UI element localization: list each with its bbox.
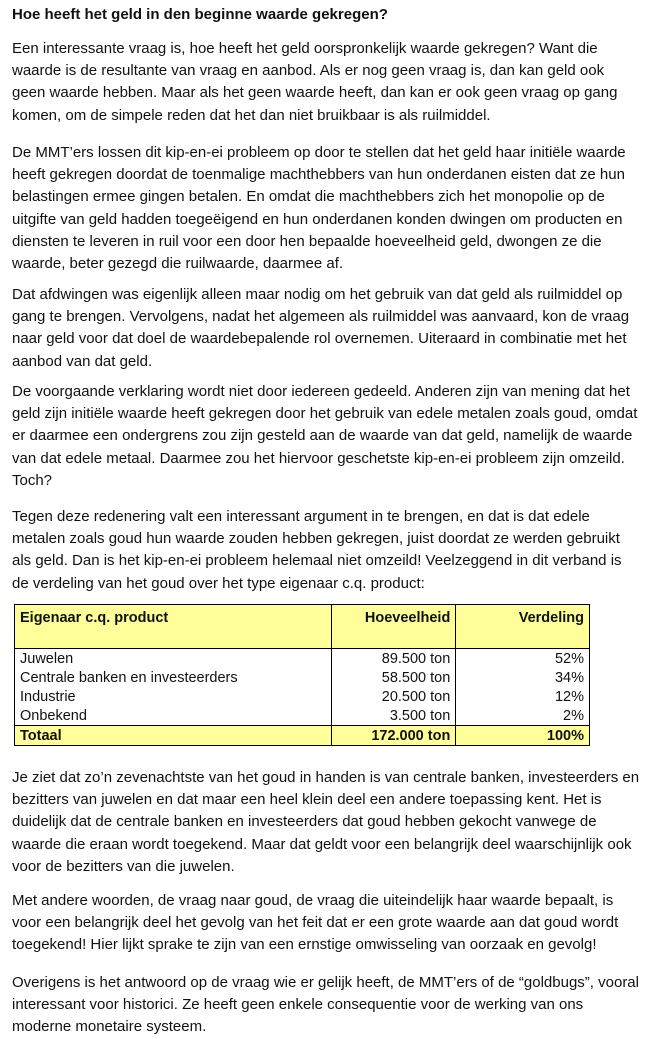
cell-amount: 3.500 ton	[332, 706, 456, 726]
cell-share: 2%	[456, 706, 590, 726]
header-share: Verdeling	[456, 605, 590, 649]
paragraph-intro: Een interessante vraag is, hoe heeft het geld oorspronkelijk waarde gekregen? Want die waarde is de resultante van vraag en aanbod. Als er nog geen vraag is, dan kan geld ook geen waarde hebben. Maar als het geen waarde heeft, dan kan er ook geen vraag op gang komen, om de simpele reden dat het dan niet bruikbaar is als ruilmiddel.	[12, 40, 618, 124]
cell-share: 12%	[456, 687, 590, 706]
cell-share: 52%	[456, 649, 590, 669]
cell-owner: Industrie	[15, 687, 332, 706]
table-total-row	[15, 726, 590, 746]
table-row	[15, 687, 590, 706]
cell-owner: Centrale banken en investeerders	[15, 668, 332, 687]
header-owner: Eigenaar c.q. product	[15, 605, 332, 649]
paragraph-closing: Overigens is het antwoord op de vraag wie er gelijk heeft, de MMT’ers of de “goldbugs”, vooral interessant voor historici. Ze heeft geen enkele consequentie voor de werking van ons moderne monetaire systeem.	[12, 974, 639, 1036]
paragraph-seven-eighths: Je ziet dat zo’n zevenachtste van het goud in handen is van centrale banken, investeerders en bezitters van juwelen en dat maar een heel klein deel een andere toepassing kent. Het is duidelijk dat de centrale banken en investeerders dat goud hebben gekocht vanwege de waarde die eraan wordt toegekend. Maar dat geldt voor een belangrijk deel waarschijnlijk ook voor de bezitters van die juwelen.	[12, 769, 640, 875]
cell-amount: 58.500 ton	[332, 668, 456, 687]
table-row	[15, 649, 590, 669]
table-row	[15, 706, 590, 726]
cell-owner: Onbekend	[15, 706, 332, 726]
table-header-row	[15, 605, 590, 649]
header-amount: Hoeveelheid	[332, 605, 456, 649]
paragraph-enforcement: Dat afdwingen was eigenlijk alleen maar nodig om het gebruik van dat geld als ruilmiddel op gang te brengen. Vervolgens, nadat het algemeen als ruilmiddel was aanvaard, kon de vraag naar geld voor dat doel de waardebepalende rol overnemen. Uiteraard in combinatie met het aanbod van dat geld.	[12, 286, 630, 370]
paragraph-conclusion: Met andere woorden, de vraag naar goud, de vraag die uiteindelijk haar waarde bepaalt, is voor een belangrijk deel het gevolg van het feit dat er een grote waarde aan dat goud wordt toegekend! Hier lijkt sprake te zijn van een ernstige omwisseling van oorzaak en gevolg!	[12, 892, 619, 954]
cell-owner: Juwelen	[15, 649, 332, 669]
cell-amount: 89.500 ton	[332, 649, 456, 669]
gold-distribution-table	[14, 604, 590, 746]
paragraph-precious-metals: De voorgaande verklaring wordt niet door iedereen gedeeld. Anderen zijn van mening dat het geld zijn initiële waarde heeft gekregen door het gebruik van edele metalen zoals goud, omdat er daarmee een ondergrens zou zijn gesteld aan de waarde van dat geld, namelijk de waarde van dat edele metaal. Daarmee zou het hiervoor geschetste kip-en-ei probleem zijn omzeild. Toch?	[12, 383, 638, 489]
page-title: Hoe heeft het geld in den beginne waarde gekregen?	[12, 6, 388, 23]
cell-share: 34%	[456, 668, 590, 687]
cell-amount: 20.500 ton	[332, 687, 456, 706]
paragraph-counter-argument: Tegen deze redenering valt een interessant argument in te brengen, en dat is dat edele metalen zoals goud hun waarde zouden hebben gekregen, juist doordat ze werden gebruikt als geld. Dan is het kip-en-ei probleem helemaal niet omzeild! Veelzeggend in dit verband is de verdeling van het goud over het type eigenaar c.q. product:	[12, 508, 622, 592]
total-amount: 172.000 ton	[332, 726, 456, 746]
paragraph-mmt: De MMT’ers lossen dit kip-en-ei probleem op door te stellen dat het geld haar initiële waarde heeft gekregen doordat de toenmalige machthebbers van hun onderdanen eisten dat ze hun belastingen ermee gingen betalen. En omdat die machthebbers zich het monopolie op de uitgifte van geld hadden toegeëigend en hun onderdanen konden dwingen om producten en diensten te leveren in ruil voor een door hen bepaalde hoeveelheid geld, dwongen ze die waarde, beter gezegd die ruilwaarde, daarmee af.	[12, 144, 626, 273]
total-owner: Totaal	[15, 726, 332, 746]
table-row	[15, 668, 590, 687]
total-share: 100%	[456, 726, 590, 746]
